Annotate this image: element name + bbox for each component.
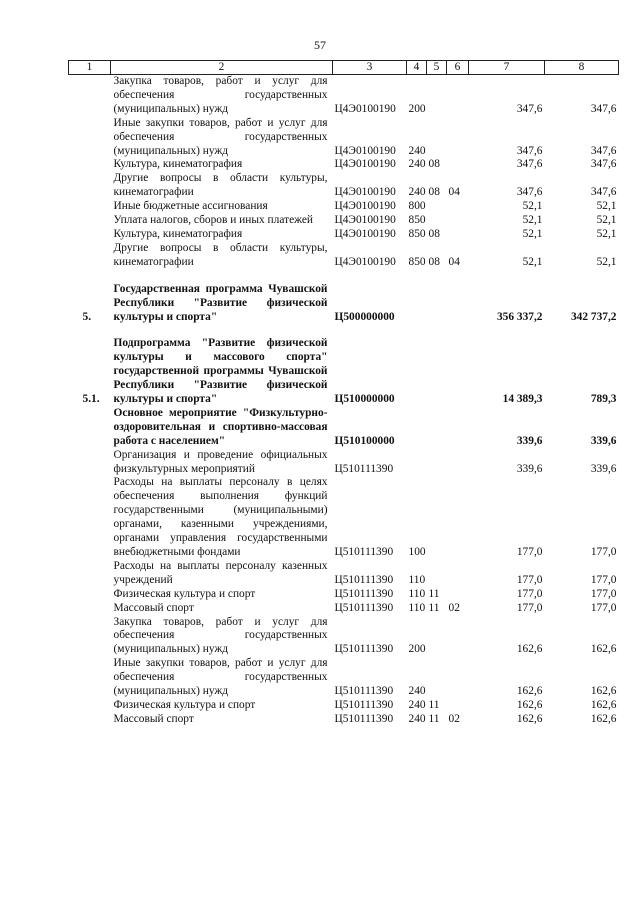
row-code: Ц4Э0100190 [334, 227, 396, 240]
table-row [69, 200, 619, 214]
row-amount-1: 177,0 [516, 573, 543, 586]
table-row [69, 449, 619, 477]
row-expense-type: 200 [408, 643, 426, 656]
row-section [427, 616, 447, 658]
row-amount-1: 339,6 [516, 462, 543, 475]
table-row [69, 324, 619, 407]
column-header: 5 [427, 61, 447, 75]
table-row [69, 699, 619, 713]
row-expense-type: 240 [408, 158, 426, 171]
row-number [69, 158, 111, 172]
row-subsection [447, 228, 469, 242]
row-expense-type: 240 [408, 698, 426, 711]
row-code: Ц4Э0100190 [334, 158, 396, 171]
row-amount-2: 177,0 [590, 546, 617, 558]
column-header: 2 [111, 61, 333, 75]
row-subsection [447, 75, 469, 117]
row-code: Ц510111390 [334, 643, 394, 656]
row-section: 08 [428, 158, 440, 171]
row-number [69, 476, 111, 559]
row-name: Закупка товаров, работ и услуг для обеспечения государственных (муниципальных) нужд [113, 75, 328, 115]
row-amount-1: 52,1 [522, 255, 543, 268]
row-section [427, 324, 447, 407]
row-amount-2: 177,0 [590, 573, 617, 586]
row-name: Иные закупки товаров, работ и услуг для обеспечения государственных (муниципальных) нужд [113, 657, 328, 698]
row-subsection [447, 270, 469, 325]
row-code: Ц510111390 [334, 698, 394, 711]
table-row [69, 588, 619, 602]
table-body [69, 75, 619, 727]
row-section: 08 [428, 227, 440, 240]
row-amount-1: 177,0 [516, 546, 543, 558]
row-name: Массовый спорт [113, 712, 194, 725]
row-amount-2: 52,1 [596, 227, 617, 240]
row-amount-2: 339,6 [590, 462, 617, 475]
row-expense-type [407, 407, 427, 449]
row-name: Физическая культура и спорт [113, 698, 256, 711]
row-name: Культура, кинематография [113, 158, 243, 171]
row-number [69, 75, 111, 117]
row-code: Ц510000000 [334, 393, 395, 406]
row-section [427, 117, 447, 159]
row-section: 11 [428, 587, 440, 600]
row-expense-type: 110 [408, 601, 426, 614]
row-amount-1: 162,6 [516, 712, 543, 725]
row-expense-type: 850 [408, 255, 426, 268]
row-subsection [447, 214, 469, 228]
row-amount-2: 52,1 [596, 214, 617, 227]
row-expense-type: 110 [408, 573, 426, 586]
row-subsection [447, 158, 469, 172]
row-amount-2: 52,1 [596, 200, 617, 213]
column-header: 3 [333, 61, 407, 75]
table-row [69, 602, 619, 616]
column-header: 1 [69, 61, 111, 75]
row-name: Организация и проведение официальных физкультурных мероприятий [113, 448, 328, 475]
row-amount-2: 177,0 [590, 587, 617, 600]
row-number [69, 602, 111, 616]
row-number: 5.1. [82, 393, 100, 406]
page-number: 57 [314, 38, 326, 52]
row-code: Ц500000000 [334, 310, 395, 323]
header-row [69, 61, 619, 75]
row-amount-2: 162,6 [590, 712, 617, 725]
row-subsection [447, 476, 469, 559]
table-header [69, 61, 619, 75]
row-amount-1: 177,0 [516, 587, 543, 600]
row-amount-1: 177,0 [516, 601, 543, 614]
row-subsection: 02 [448, 712, 460, 725]
table-row [69, 75, 619, 117]
row-number [69, 228, 111, 242]
row-amount-2: 347,6 [590, 144, 617, 157]
row-amount-1: 347,6 [516, 102, 543, 115]
row-number [69, 214, 111, 228]
row-name: Иные бюджетные ассигнования [113, 200, 268, 213]
row-amount-2: 162,6 [590, 643, 617, 656]
row-section [427, 560, 447, 588]
row-section [427, 75, 447, 117]
column-header: 6 [447, 61, 469, 75]
row-amount-2: 177,0 [590, 601, 617, 614]
row-amount-2: 52,1 [596, 255, 617, 268]
row-section [427, 657, 447, 699]
row-expense-type: 240 [408, 144, 426, 157]
row-code: Ц510111390 [334, 573, 394, 586]
row-number [69, 407, 111, 449]
row-code: Ц510111390 [334, 587, 394, 600]
row-section [427, 270, 447, 325]
row-section: 08 [428, 186, 440, 199]
row-amount-2: 339,6 [590, 434, 617, 447]
row-expense-type: 800 [408, 200, 426, 213]
row-amount-2: 789,3 [590, 393, 617, 406]
row-section: 08 [428, 255, 440, 268]
row-number [69, 200, 111, 214]
row-expense-type: 850 [408, 227, 426, 240]
row-number [69, 242, 111, 270]
table-row [69, 713, 619, 727]
row-amount-2: 347,6 [590, 158, 617, 171]
row-name: Другие вопросы в области культуры, кинематографии [113, 241, 328, 268]
row-expense-type: 240 [408, 712, 426, 725]
row-code: Ц4Э0100190 [334, 144, 396, 157]
row-number [69, 657, 111, 699]
row-name: Другие вопросы в области культуры, кинематографии [113, 172, 328, 199]
row-name: Иные закупки товаров, работ и услуг для обеспечения государственных (муниципальных) нужд [113, 116, 328, 157]
row-amount-2: 162,6 [590, 685, 617, 698]
table-row [69, 117, 619, 159]
row-number [69, 713, 111, 727]
row-code: Ц4Э0100190 [334, 214, 396, 227]
row-subsection: 02 [448, 601, 460, 614]
row-name: Расходы на выплаты персоналу в целях обеспечения выполнения функций государственными (муниципальными) органами, казенными учреждениями, органами управления государственными внебюджетными фондами [113, 476, 328, 558]
row-code: Ц510111390 [334, 685, 394, 698]
row-amount-1: 347,6 [516, 186, 543, 199]
row-code: Ц510111390 [334, 601, 394, 614]
budget-table [68, 60, 619, 727]
row-subsection [447, 699, 469, 713]
row-number [69, 449, 111, 477]
table-row [69, 560, 619, 588]
row-code: Ц510100000 [334, 434, 395, 447]
row-amount-2: 347,6 [590, 186, 617, 199]
column-header: 7 [469, 61, 545, 75]
row-amount-1: 52,1 [522, 214, 543, 227]
row-amount-2: 347,6 [590, 102, 617, 115]
row-section: 11 [428, 698, 440, 711]
row-amount-2: 342 737,2 [570, 310, 617, 323]
row-number: 5. [82, 310, 92, 323]
row-expense-type: 200 [408, 102, 426, 115]
row-subsection: 04 [448, 186, 460, 199]
row-name: Физическая культура и спорт [113, 587, 256, 600]
row-expense-type: 240 [408, 685, 426, 698]
row-expense-type: 850 [408, 214, 426, 227]
row-name: Государственная программа Чувашской Республики "Развитие физической культуры и спорта" [113, 282, 328, 323]
row-number [69, 560, 111, 588]
row-subsection [447, 117, 469, 159]
row-code: Ц4Э0100190 [334, 102, 396, 115]
row-name: Массовый спорт [113, 601, 194, 614]
row-number [69, 117, 111, 159]
row-section: 11 [428, 712, 440, 725]
table-row [69, 214, 619, 228]
row-section [427, 449, 447, 477]
row-code: Ц510111390 [334, 712, 394, 725]
row-amount-1: 347,6 [516, 144, 543, 157]
row-expense-type: 100 [408, 546, 426, 558]
row-section: 11 [428, 601, 440, 614]
row-amount-1: 52,1 [522, 227, 543, 240]
row-section [427, 407, 447, 449]
row-subsection [447, 657, 469, 699]
row-expense-type: 110 [408, 587, 426, 600]
row-amount-1: 162,6 [516, 643, 543, 656]
row-section [427, 200, 447, 214]
row-expense-type [407, 270, 427, 325]
row-amount-1: 356 337,2 [496, 310, 543, 323]
row-amount-1: 339,6 [516, 434, 543, 447]
table-row [69, 228, 619, 242]
row-code: Ц4Э0100190 [334, 186, 396, 199]
table-row [69, 657, 619, 699]
row-subsection [447, 560, 469, 588]
column-header: 4 [407, 61, 427, 75]
row-code: Ц510111390 [334, 546, 394, 558]
row-amount-1: 347,6 [516, 158, 543, 171]
table-row [69, 158, 619, 172]
row-subsection [447, 324, 469, 407]
row-name: Закупка товаров, работ и услуг для обеспечения государственных (муниципальных) нужд [113, 615, 328, 656]
row-subsection [447, 407, 469, 449]
row-number [69, 616, 111, 658]
table-row [69, 476, 619, 559]
row-number [69, 699, 111, 713]
row-amount-1: 14 389,3 [502, 393, 543, 406]
table-row [69, 407, 619, 449]
row-amount-1: 52,1 [522, 200, 543, 213]
row-name: Культура, кинематография [113, 227, 243, 240]
table-row [69, 616, 619, 658]
row-subsection [447, 200, 469, 214]
row-section [427, 476, 447, 559]
row-number [69, 172, 111, 200]
table-row [69, 270, 619, 325]
row-subsection [447, 588, 469, 602]
row-code: Ц4Э0100190 [334, 255, 396, 268]
row-expense-type [407, 449, 427, 477]
row-subsection [447, 449, 469, 477]
row-name: Подпрограмма "Развитие физической культуры и массового спорта" государственной программы Чувашской Республики "Развитие физической культуры и спорта" [113, 337, 328, 406]
row-amount-2: 162,6 [590, 698, 617, 711]
row-number [69, 588, 111, 602]
row-section [427, 214, 447, 228]
row-amount-1: 162,6 [516, 685, 543, 698]
table-row [69, 172, 619, 200]
row-subsection: 04 [448, 255, 460, 268]
row-name: Основное мероприятие "Физкультурно-оздоровительная и спортивно-массовая работа с населением" [113, 406, 328, 447]
row-code: Ц4Э0100190 [334, 200, 396, 213]
table-row [69, 242, 619, 270]
column-header: 8 [545, 61, 619, 75]
row-name: Уплата налогов, сборов и иных платежей [113, 214, 313, 227]
row-name: Расходы на выплаты персоналу казенных учреждений [113, 559, 328, 586]
row-expense-type [407, 324, 427, 407]
row-code: Ц510111390 [334, 462, 394, 475]
row-amount-1: 162,6 [516, 698, 543, 711]
row-expense-type: 240 [408, 186, 426, 199]
row-subsection [447, 616, 469, 658]
